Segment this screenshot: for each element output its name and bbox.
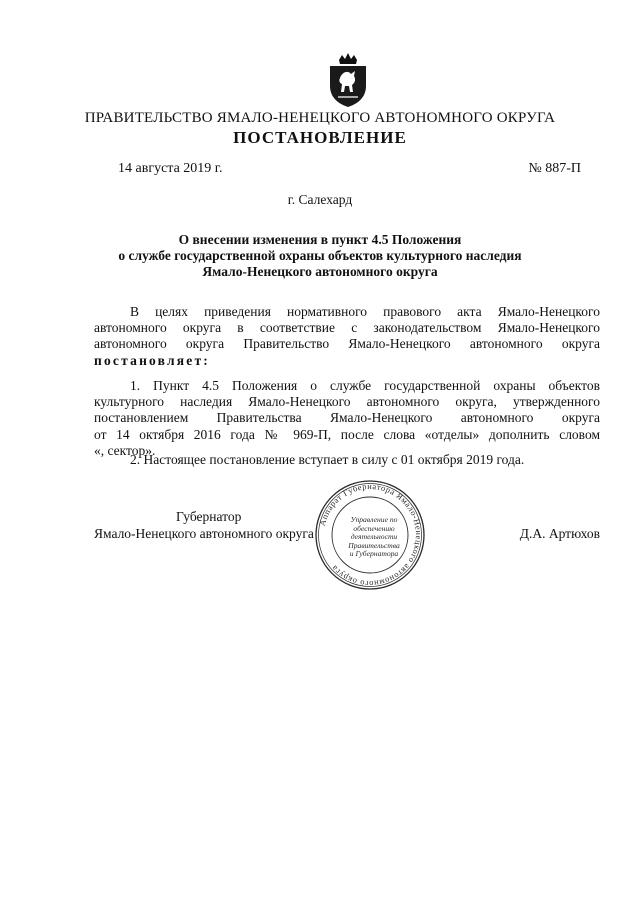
coat-of-arms-icon	[326, 52, 370, 108]
stamp-ring-text: Аппарат Губернатора Ямало-Ненецкого автономного округа	[317, 481, 424, 589]
title-line: о службе государственной охраны объектов культурного наследия	[118, 248, 522, 263]
signatory-region: Ямало-Ненецкого автономного округа	[94, 526, 314, 541]
item-1-paragraph	[94, 378, 600, 459]
stamp-line: деятельности	[350, 532, 398, 542]
item-2-paragraph	[94, 452, 600, 468]
item-1-line: культурного наследия Ямало-Ненецкого автономного округа, утвержденного	[94, 394, 600, 410]
stamp-line: обеспечению	[353, 523, 395, 533]
stamp-center-text	[338, 516, 410, 559]
preamble-line: автономного округа Правительство Ямало-Ненецкого автономного округа	[94, 336, 600, 352]
stamp-line: и Губернатора	[349, 549, 399, 559]
title-line: Ямало-Ненецкого автономного округа	[202, 264, 438, 279]
item-1-line: «, сектор».	[94, 442, 156, 458]
preamble-paragraph	[94, 304, 600, 369]
stamp-line: Правительства	[348, 540, 400, 550]
stamp-line: Управление по	[350, 515, 398, 524]
item-1-line: от 14 октября 2016 года № 969-П, после слова «отделы» дополнить словом	[94, 426, 600, 442]
item-1-line: постановлением Правительства Ямало-Ненецкого автономного округа	[94, 410, 600, 426]
document-city: г. Салехард	[287, 192, 353, 207]
document-title	[80, 232, 560, 280]
organization-name: ПРАВИТЕЛЬСТВО ЯМАЛО-НЕНЕЦКОГО АВТОНОМНОГО ОКРУГА	[84, 110, 556, 126]
document-type: ПОСТАНОВЛЕНИЕ	[233, 128, 407, 147]
signatory-name: Д.А. Артюхов	[519, 526, 600, 541]
preamble-line: автономного округа в соответствие с законодательством Ямало-Ненецкого	[94, 320, 600, 336]
resolves-word: постановляет:	[94, 352, 210, 368]
preamble-line: В целях приведения нормативного правового акта Ямало-Ненецкого	[130, 304, 600, 319]
document-number: № 887-П	[528, 161, 581, 176]
signatory-title: Губернатор	[176, 509, 242, 524]
item-2-line: 2. Настоящее постановление вступает в силу с 01 октября 2019 года.	[130, 452, 525, 467]
title-line: О внесении изменения в пункт 4.5 Положения	[178, 232, 462, 247]
item-1-line: 1. Пункт 4.5 Положения о службе государственной охраны объектов	[130, 378, 600, 393]
document-date: 14 августа 2019 г.	[118, 161, 223, 176]
